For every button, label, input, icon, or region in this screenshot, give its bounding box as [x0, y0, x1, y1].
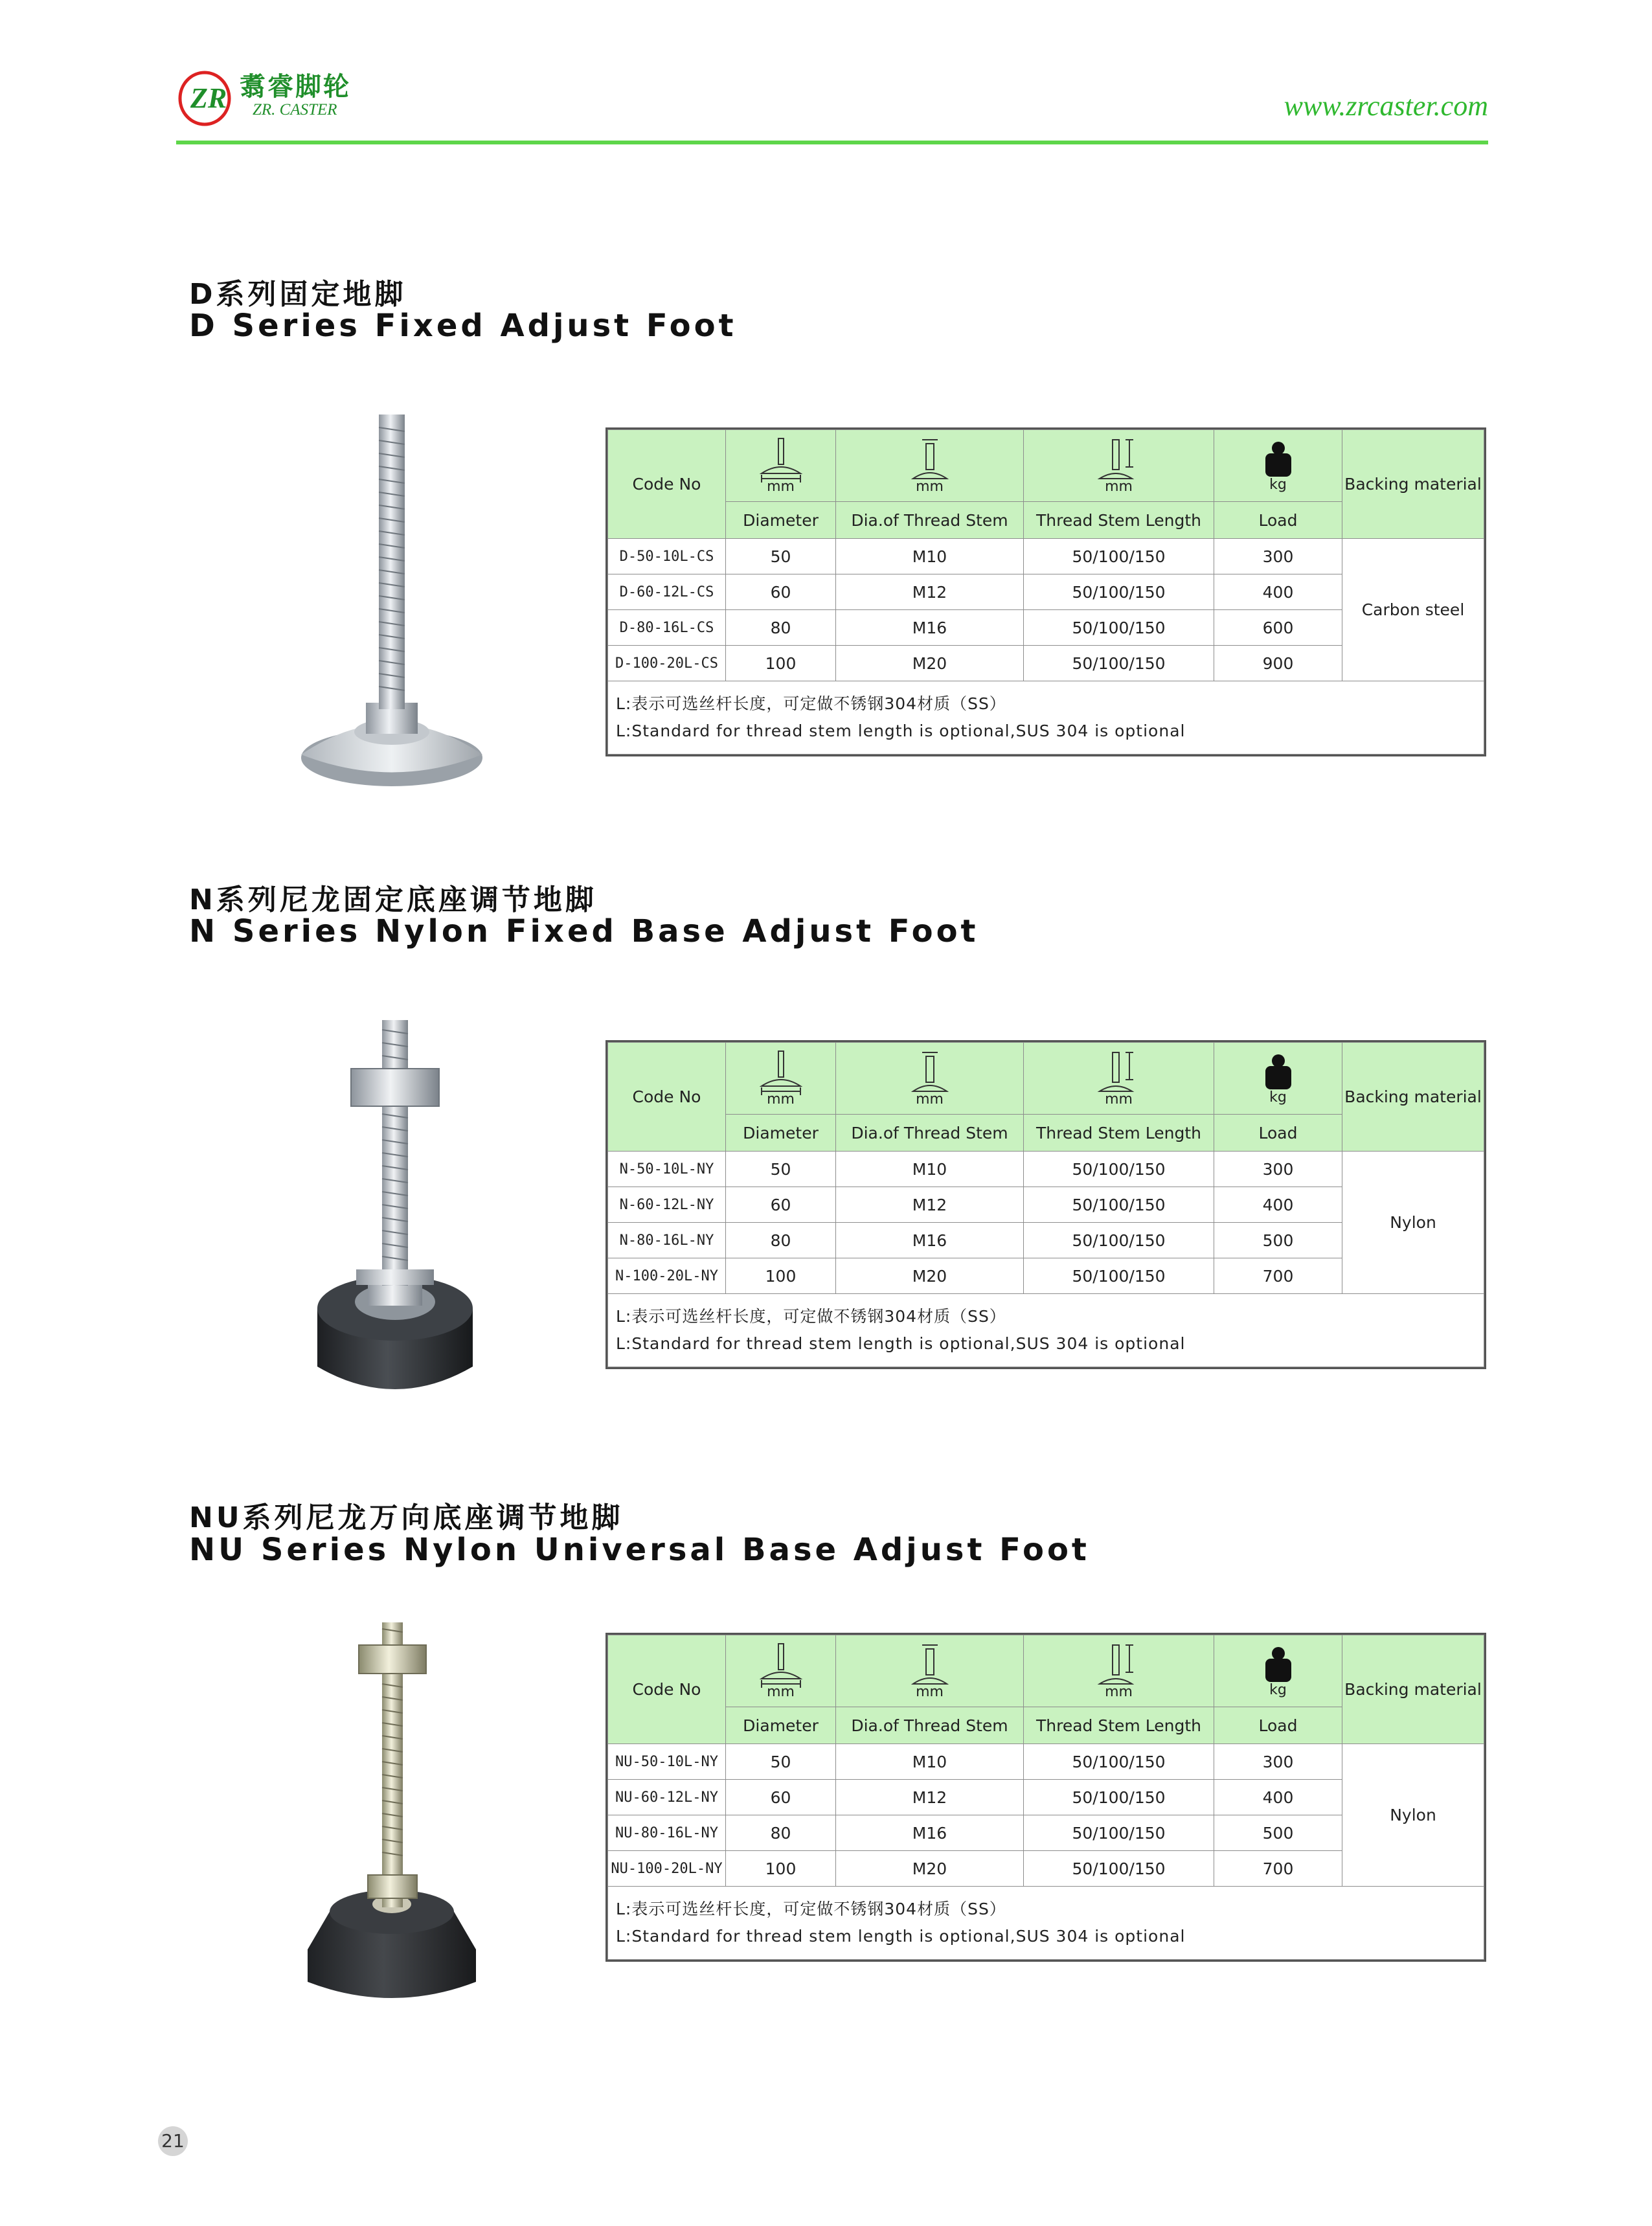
diameter-cell: 50: [726, 539, 836, 574]
section-title-cn: D系列固定地脚: [189, 278, 407, 311]
load-unit: kg: [1269, 477, 1287, 493]
header-thread-length: Thread Stem Length: [1024, 1115, 1214, 1152]
diameter-cell: 100: [726, 1258, 836, 1294]
n-series-foot-photo: [311, 1017, 479, 1412]
load-cell: 700: [1214, 1851, 1342, 1887]
material-cell: Nylon: [1342, 1152, 1484, 1294]
header-code-no: Code No: [608, 1635, 726, 1744]
section-title-cn: NU系列尼龙万向底座调节地脚: [189, 1501, 624, 1534]
diameter-cell: 80: [726, 610, 836, 646]
header-diameter: Diameter: [726, 1707, 836, 1744]
header-code-no: Code No: [608, 430, 726, 539]
diameter-icon: [755, 1642, 807, 1688]
thread-diameter-icon: [904, 1050, 956, 1095]
section-title-cn: N系列尼龙固定底座调节地脚: [189, 883, 597, 916]
diameter-cell: 100: [726, 1851, 836, 1887]
d-series-foot-photo: [295, 408, 489, 803]
code-cell: N-50-10L-NY: [608, 1152, 726, 1187]
header-backing-material: Backing material: [1342, 430, 1484, 539]
note-chinese: L:表示可选丝杆长度，可定做不锈钢304材质（SS）: [616, 1900, 1006, 1918]
load-header-icon: [1214, 1635, 1342, 1707]
diameter-cell: 50: [726, 1744, 836, 1780]
load-cell: 700: [1214, 1258, 1342, 1294]
thread-dia-unit: mm: [916, 479, 944, 495]
table-note: [608, 1887, 1484, 1960]
nu-series-spec-table: [605, 1633, 1486, 1962]
load-cell: 500: [1214, 1223, 1342, 1258]
logo-english-name: ZR. CASTER: [253, 101, 337, 119]
load-cell: 400: [1214, 1780, 1342, 1815]
thread-cell: M12: [836, 1780, 1024, 1815]
load-cell: 400: [1214, 1187, 1342, 1223]
thread-cell: M20: [836, 646, 1024, 681]
thread-cell: M20: [836, 1851, 1024, 1887]
thread-length-unit: mm: [1105, 1684, 1133, 1700]
table-row: [608, 1152, 1484, 1187]
section-title-en: N Series Nylon Fixed Base Adjust Foot: [189, 913, 979, 949]
header-dia-thread: Dia.of Thread Stem: [836, 502, 1024, 539]
diameter-header-icon: [726, 1635, 836, 1707]
length-cell: 50/100/150: [1024, 1152, 1214, 1187]
thread-length-header-icon: [1024, 1043, 1214, 1115]
thread-dia-header-icon: [836, 1635, 1024, 1707]
load-header-icon: [1214, 1043, 1342, 1115]
table-row: [608, 539, 1484, 574]
table-row: [608, 1744, 1484, 1780]
page-number: 21: [158, 2126, 188, 2156]
thread-diameter-icon: [904, 437, 956, 483]
length-cell: 50/100/150: [1024, 1187, 1214, 1223]
thread-length-icon: [1093, 1050, 1145, 1095]
thread-dia-header-icon: [836, 1043, 1024, 1115]
thread-dia-header-icon: [836, 430, 1024, 502]
length-cell: 50/100/150: [1024, 1744, 1214, 1780]
code-cell: D-80-16L-CS: [608, 610, 726, 646]
thread-length-header-icon: [1024, 1635, 1214, 1707]
n-series-spec-table: [605, 1040, 1486, 1369]
length-cell: 50/100/150: [1024, 610, 1214, 646]
header-diameter: Diameter: [726, 1115, 836, 1152]
diameter-icon: [755, 1050, 807, 1095]
brand-logo: [175, 65, 369, 136]
load-cell: 300: [1214, 1744, 1342, 1780]
diameter-cell: 80: [726, 1815, 836, 1851]
load-cell: 600: [1214, 610, 1342, 646]
note-english: L:Standard for thread stem length is optional,SUS 304 is optional: [616, 1334, 1186, 1353]
length-cell: 50/100/150: [1024, 1815, 1214, 1851]
diameter-cell: 50: [726, 1152, 836, 1187]
section-title-en: D Series Fixed Adjust Foot: [189, 308, 737, 344]
note-chinese: L:表示可选丝杆长度，可定做不锈钢304材质（SS）: [616, 1307, 1006, 1326]
length-cell: 50/100/150: [1024, 1258, 1214, 1294]
thread-diameter-icon: [904, 1642, 956, 1688]
header-thread-length: Thread Stem Length: [1024, 502, 1214, 539]
length-cell: 50/100/150: [1024, 1780, 1214, 1815]
weight-icon: [1259, 1052, 1298, 1093]
header-thread-length: Thread Stem Length: [1024, 1707, 1214, 1744]
thread-dia-unit: mm: [916, 1684, 944, 1700]
load-cell: 400: [1214, 574, 1342, 610]
table-note: [608, 681, 1484, 755]
header-load: Load: [1214, 502, 1342, 539]
diameter-cell: 60: [726, 1187, 836, 1223]
header-load: Load: [1214, 1707, 1342, 1744]
thread-length-header-icon: [1024, 430, 1214, 502]
thread-length-icon: [1093, 1642, 1145, 1688]
weight-icon: [1259, 439, 1298, 481]
code-cell: NU-50-10L-NY: [608, 1744, 726, 1780]
thread-cell: M16: [836, 1815, 1024, 1851]
note-english: L:Standard for thread stem length is optional,SUS 304 is optional: [616, 1927, 1186, 1946]
thread-dia-unit: mm: [916, 1091, 944, 1107]
header-load: Load: [1214, 1115, 1342, 1152]
load-header-icon: [1214, 430, 1342, 502]
code-cell: NU-60-12L-NY: [608, 1780, 726, 1815]
thread-cell: M12: [836, 1187, 1024, 1223]
d-series-spec-table: [605, 427, 1486, 756]
logo-mark-icon: [175, 65, 240, 130]
diameter-cell: 80: [726, 1223, 836, 1258]
diameter-cell: 60: [726, 1780, 836, 1815]
header-dia-thread: Dia.of Thread Stem: [836, 1115, 1024, 1152]
thread-cell: M16: [836, 1223, 1024, 1258]
load-cell: 300: [1214, 1152, 1342, 1187]
header-diameter: Diameter: [726, 502, 836, 539]
header-dia-thread: Dia.of Thread Stem: [836, 1707, 1024, 1744]
diameter-unit: mm: [767, 1684, 795, 1700]
code-cell: N-100-20L-NY: [608, 1258, 726, 1294]
diameter-header-icon: [726, 1043, 836, 1115]
thread-length-unit: mm: [1105, 1091, 1133, 1107]
header-backing-material: Backing material: [1342, 1043, 1484, 1152]
thread-cell: M12: [836, 574, 1024, 610]
website-url[interactable]: www.zrcaster.com: [1284, 90, 1488, 122]
note-chinese: L:表示可选丝杆长度，可定做不锈钢304材质（SS）: [616, 694, 1006, 713]
thread-cell: M10: [836, 1152, 1024, 1187]
thread-length-unit: mm: [1105, 479, 1133, 495]
code-cell: NU-100-20L-NY: [608, 1851, 726, 1887]
diameter-unit: mm: [767, 1091, 795, 1107]
code-cell: D-60-12L-CS: [608, 574, 726, 610]
weight-icon: [1259, 1644, 1298, 1686]
load-unit: kg: [1269, 1682, 1287, 1698]
header-backing-material: Backing material: [1342, 1635, 1484, 1744]
length-cell: 50/100/150: [1024, 1851, 1214, 1887]
diameter-icon: [755, 437, 807, 483]
diameter-cell: 100: [726, 646, 836, 681]
code-cell: NU-80-16L-NY: [608, 1815, 726, 1851]
load-cell: 500: [1214, 1815, 1342, 1851]
thread-cell: M16: [836, 610, 1024, 646]
diameter-cell: 60: [726, 574, 836, 610]
length-cell: 50/100/150: [1024, 646, 1214, 681]
note-english: L:Standard for thread stem length is optional,SUS 304 is optional: [616, 721, 1186, 740]
table-note: [608, 1294, 1484, 1367]
nu-series-foot-photo: [304, 1619, 479, 2014]
load-cell: 300: [1214, 539, 1342, 574]
header-divider: [176, 141, 1488, 144]
thread-length-icon: [1093, 437, 1145, 483]
length-cell: 50/100/150: [1024, 1223, 1214, 1258]
load-unit: kg: [1269, 1089, 1287, 1106]
material-cell: Carbon steel: [1342, 539, 1484, 681]
load-cell: 900: [1214, 646, 1342, 681]
diameter-header-icon: [726, 430, 836, 502]
diameter-unit: mm: [767, 479, 795, 495]
thread-cell: M20: [836, 1258, 1024, 1294]
code-cell: D-50-10L-CS: [608, 539, 726, 574]
thread-cell: M10: [836, 539, 1024, 574]
length-cell: 50/100/150: [1024, 574, 1214, 610]
code-cell: D-100-20L-CS: [608, 646, 726, 681]
logo-chinese-name: 翥睿脚轮: [240, 71, 351, 102]
header-code-no: Code No: [608, 1043, 726, 1152]
section-title-en: NU Series Nylon Universal Base Adjust Foot: [189, 1532, 1090, 1568]
length-cell: 50/100/150: [1024, 539, 1214, 574]
thread-cell: M10: [836, 1744, 1024, 1780]
code-cell: N-60-12L-NY: [608, 1187, 726, 1223]
material-cell: Nylon: [1342, 1744, 1484, 1887]
code-cell: N-80-16L-NY: [608, 1223, 726, 1258]
svg-text:ZR: ZR: [190, 82, 227, 114]
